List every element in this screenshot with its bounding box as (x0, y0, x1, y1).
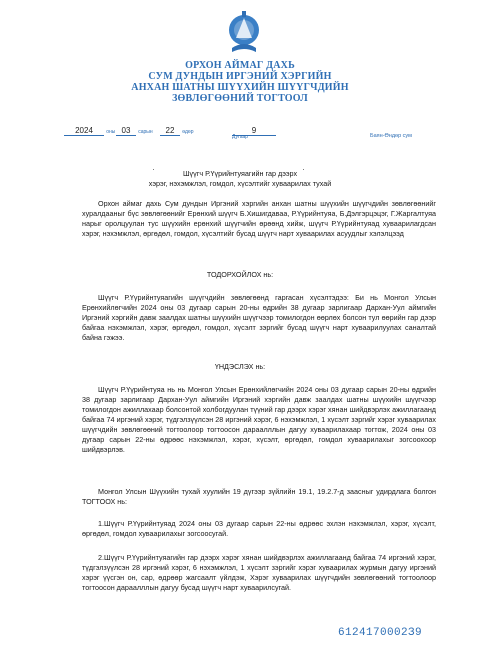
place-label: Баян-Өндөр сум (370, 133, 412, 139)
document-serial-number: 6124170002З9 (338, 627, 423, 639)
decision-item-2: 2.Шүүгч Р.Үүрийнтуяагийн гар дээрх хэрэг хянан шийдвэрлэх ажиллагаанд байгаа 74 иргэний хэрэг, түдгэлзүүлсэн 28 иргэний хэрэг, 6 нэхэмжлэл, 1 хүсэлт зэргийг хэрэг хуваарилах журмын дагуу иргэний хэрэг үүсгэн он, сар, өдрөөр жагсаалт үйлдэж, Хэрэг хуваарилах шүүгчдийн зөвлөгөөний тогтоолоор тогтоосон дараалллын дагуу бусад шүүгч нарт хуваарилсугай. (82, 553, 436, 592)
paragraph-legal-basis: Монгол Улсын Шүүхийн тухай хуулийн 19 дүгээр зүйлийн 19.1, 19.2.7-д заасныг удирдлага болгон ТОГТООХ нь: (82, 487, 436, 506)
paragraph-intro: Орхон аймаг дахь Сум дундын Иргэний хэргийн анхан шатны шүүхийн шүүгчдийн зөвлөгөөнийг хуралдааныг бүс зөвлөгөөнийг Ерөнхий шүүгч Б.Хишигдаваа, Р.Үүрийнтуяа, Б.Дэлгэрцэцэг, Г.Жаргалтуяа нарыг оролцуулан тус шүүхийн ерөнхий шүүгчийн өрөөнд хийж, шүүгч Р.Үүрийнтуяад хуваарилагдсан хэрэг, нэхэмжлэл, өргөдөл, гомдол, хүсэлтийг бусад шүүгч нарт хуваарилах асуудлыг хэлэлцээд (82, 199, 436, 238)
section-heading-determine: ТОДОРХОЙЛОХ нь: (206, 270, 274, 279)
day-value: 22 (160, 126, 180, 136)
date-day (160, 126, 194, 136)
year-unit: оны (106, 129, 116, 135)
title-line-2: хэрэг, нэхэмжлэл, гомдол, хүсэлтийг хуваарилах тухай (148, 179, 332, 188)
court-line-2: СУМ ДУНДЫН ИРГЭНИЙ ХЭРГИЙН (148, 71, 332, 82)
month-value: 03 (116, 126, 136, 136)
decree-title (0, 169, 480, 189)
number-label: Дугаар (232, 134, 249, 140)
decision-item-1: 1.Шүүгч Р.Үүрийнтуяад 2024 оны 03 дугаар сарын 22-ны өдрөөс эхлэн нэхэмжлэл, хэрэг, хүсэлт, өргөдөл, гомдол хуваарилахыг зогсоосугай. (82, 519, 436, 538)
court-line-4: ЗӨВЛӨГӨӨНИЙ ТОГТООЛ (172, 93, 308, 104)
date-year (64, 126, 115, 136)
year-value: 2024 (64, 126, 104, 136)
paragraph-grounds: Шүүгч Р.Үүрийнтуяа нь нь Монгол Улсын Ерөнхийлөгчийн 2024 оны 03 дугаар сарын 20-ны өдрийн 38 дугаар зарлигаар Дархан-Уул аймгийн Иргэний хэргийн давж заалдах шатны шүүхийн шүүгчээр томилогдон ажиллахаар болсонтой холбогдуулан түүний гар дээрх хэрэг хянан шийдвэрлэх ажиллагаанд байгаа 74 иргэний хэрэг, түдгэлзүүлсэн 28 иргэний хэрэг, 6 нэхэмжлэл, 1 хүсэлт зэргийг хэрэг хуваарилах шүүгчдийн зөвлөгөөний тогтоолоор тогтоосон дараалллын дагуу хуваарилахаар тогтож, 2024 оны 03 дугаар сарын 22-ны өдрөөс нэхэмжлэл, хэрэг, хүсэлт, өргөдөл, гомдол хуваарилахыг зогсоохоор шийдвэрлэв. (82, 385, 436, 454)
title-corner-mark-right: · (302, 164, 305, 174)
date-month (116, 126, 153, 136)
day-unit: өдөр (182, 129, 194, 135)
month-unit: сарын (138, 129, 153, 135)
state-emblem-icon (226, 8, 262, 58)
number-value: 9 (232, 126, 276, 136)
court-line-3: АНХАН ШАТНЫ ШҮҮХИЙН ШҮҮГЧДИЙН (131, 82, 349, 93)
title-line-1: Шүүгч Р.Үүрийнтуяагийн гар дээрх (182, 169, 298, 178)
court-line-1: ОРХОН АЙМАГ ДАХЬ (185, 60, 295, 71)
title-corner-mark: · (152, 164, 156, 174)
paragraph-request: Шүүгч Р.Үүрийнтуяагийн шүүгчдийн зөвлөгөөнд гаргасан хүсэлтэдээ: Би нь Монгол Улсын Ерөнхийлөгчийн 2024 оны 03 дугаар сарын 20-ны өдрийн 38 дугаар зарлигаар Дархан-Уул аймгийн Иргэний хэргийн давж заалдах шатны шүүхийн шүүгчээр томилогдон өөрлөх болсон тул өөрийн гар дээр байгаа нэхэмжлэл, хэрэг, өргөдөл, гомдол, хүсэлт зэргийг бусад шүүгч нарт хуваарилуулах саналтай байна гэжээ. (82, 293, 436, 342)
section-heading-grounds: ҮНДЭСЛЭХ нь: (214, 362, 266, 371)
court-heading (0, 60, 480, 104)
